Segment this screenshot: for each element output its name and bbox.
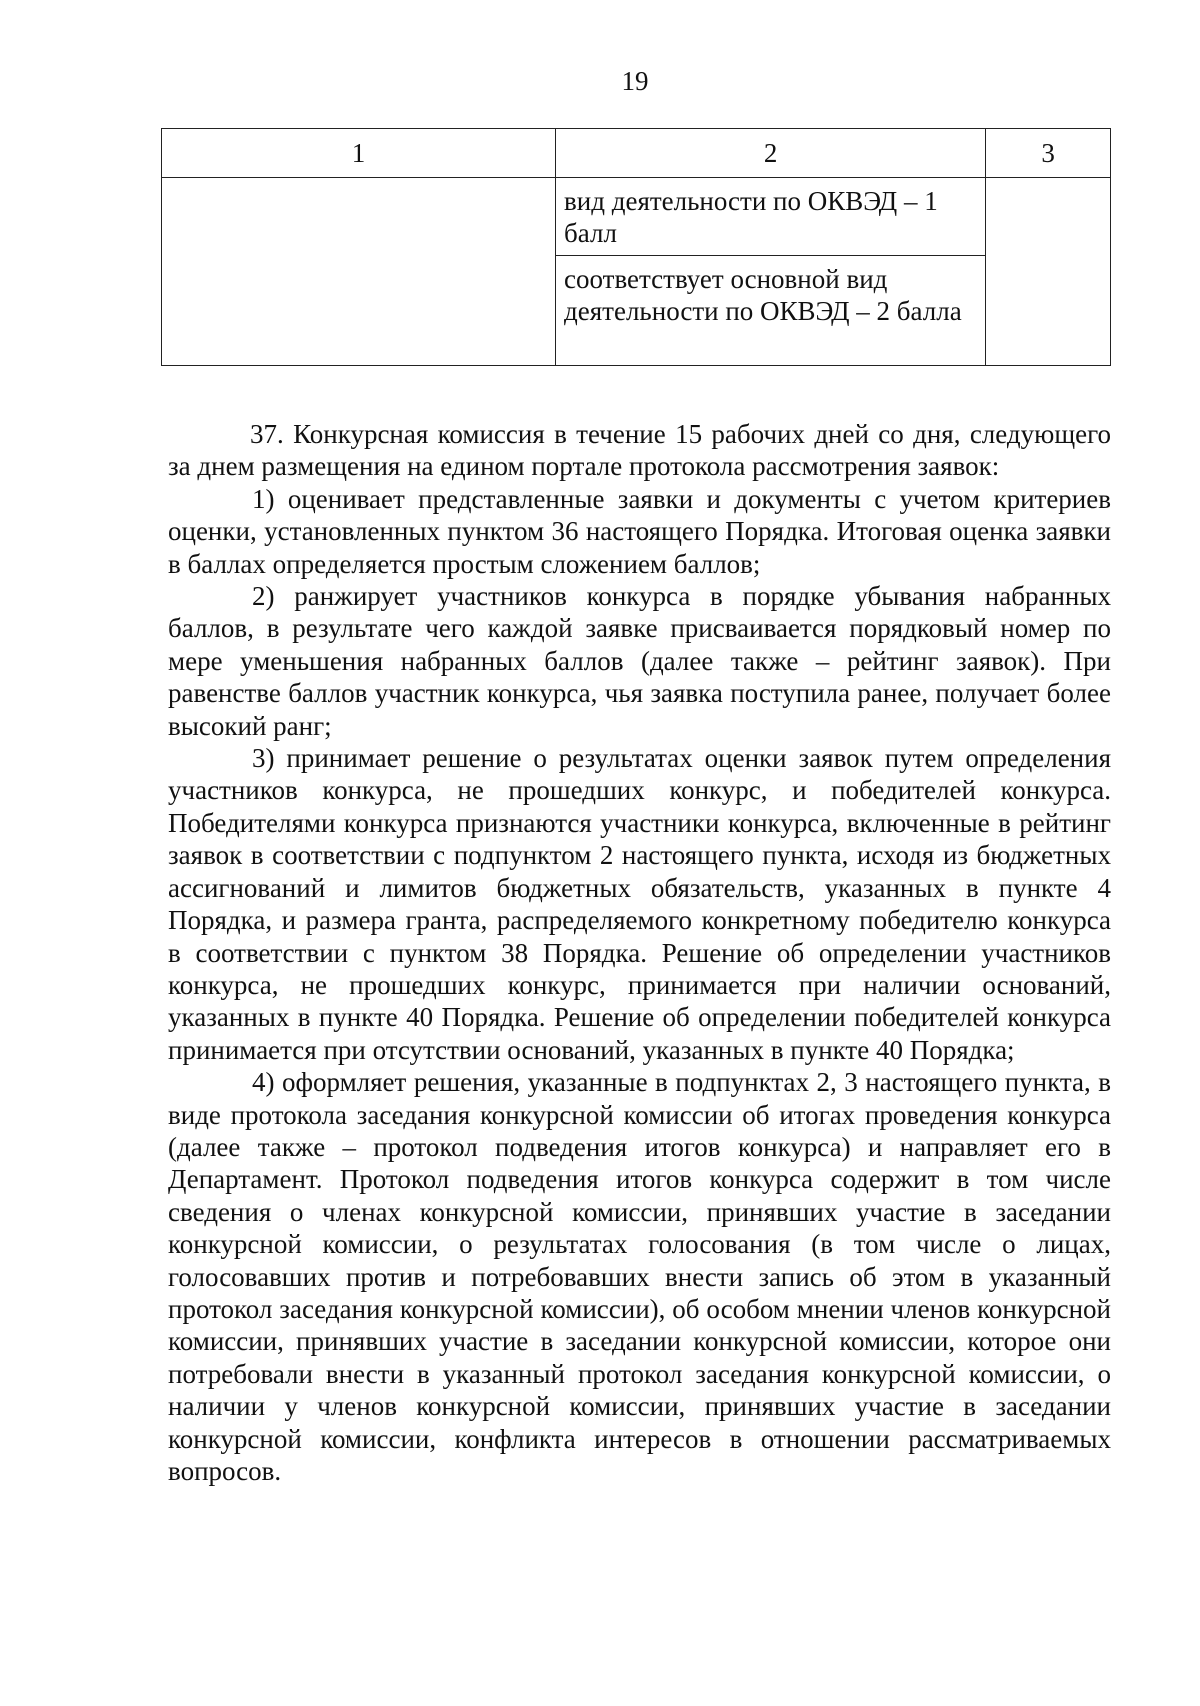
table-cell bbox=[986, 178, 1111, 366]
table-header-row bbox=[162, 129, 1111, 178]
table-header-cell: 2 bbox=[556, 129, 986, 178]
criterion-text: соответствует основной вид деятельности по ОКВЭД – 2 балла bbox=[564, 264, 962, 326]
table-header-cell: 3 bbox=[986, 129, 1111, 178]
table-row bbox=[162, 178, 1111, 256]
table-cell bbox=[162, 178, 556, 366]
subparagraph-2: 2) ранжирует участников конкурса в порядке убывания набранных баллов, в результате чего каждой заявке присваивается порядковый номер по мере уменьшения набранных баллов (далее также – рейтинг заявок). При равенстве баллов участник конкурса, чья заявка поступила ранее, получает более высокий ранг; bbox=[168, 581, 1111, 741]
subparagraph-3: 3) принимает решение о результатах оценки заявок путем определения участников конкурса, не прошедших конкурс, и победителей конкурса. Победителями конкурса признаются участники конкурса, включенные в рейтинг заявок в соответствии с подпунктом 2 настоящего пункта, исходя из бюджетных ассигнований и лимитов бюджетных обязательств, указанных в пункте 4 Порядка, и размера гранта, распределяемого конкретному победителю конкурса в соответствии с пунктом 38 Порядка. Решение об определении участников конкурса, не прошедших конкурс, принимается при наличии оснований, указанных в пункте 40 Порядка. Решение об определении победителей конкурса принимается при отсутствии оснований, указанных в пункте 40 Порядка; bbox=[168, 743, 1111, 1065]
criteria-table bbox=[161, 128, 1111, 366]
paragraph-37: 37. Конкурсная комиссия в течение 15 рабочих дней со дня, следующего за днем размещения на едином портале протокола рассмотрения заявок: bbox=[168, 419, 1111, 482]
document-body bbox=[168, 418, 1111, 1487]
page-number: 19 bbox=[621, 66, 649, 96]
subparagraph-4: 4) оформляет решения, указанные в подпунктах 2, 3 настоящего пункта, в виде протокола заседания конкурсной комиссии об итогах проведения конкурса (далее также – протокол подведения итогов конкурса) и направляет его в Департамент. Протокол подведения итогов конкурса содержит в том числе сведения о членах конкурсной комиссии, принявших участие в заседании конкурсной комиссии, о результатах голосования (в том числе о лицах, голосовавших против и потребовавших внести запись об этом в указанный протокол заседания конкурсной комиссии), об особом мнении членов конкурсной комиссии, принявших участие в заседании конкурсной комиссии, которое они потребовали внести в указанный протокол заседания конкурсной комиссии, о наличии у членов конкурсной комиссии, принявших участие в заседании конкурсной комиссии, конфликта интересов в отношении рассматриваемых вопросов. bbox=[168, 1067, 1111, 1486]
criterion-text: вид деятельности по ОКВЭД – 1 балл bbox=[564, 186, 938, 248]
table-cell bbox=[556, 256, 986, 366]
table-cell bbox=[556, 178, 986, 256]
table-header-cell: 1 bbox=[162, 129, 556, 178]
subparagraph-1: 1) оценивает представленные заявки и документы с учетом критериев оценки, установленных пунктом 36 настоящего Порядка. Итоговая оценка заявки в баллах определяется простым сложением баллов; bbox=[168, 483, 1111, 579]
